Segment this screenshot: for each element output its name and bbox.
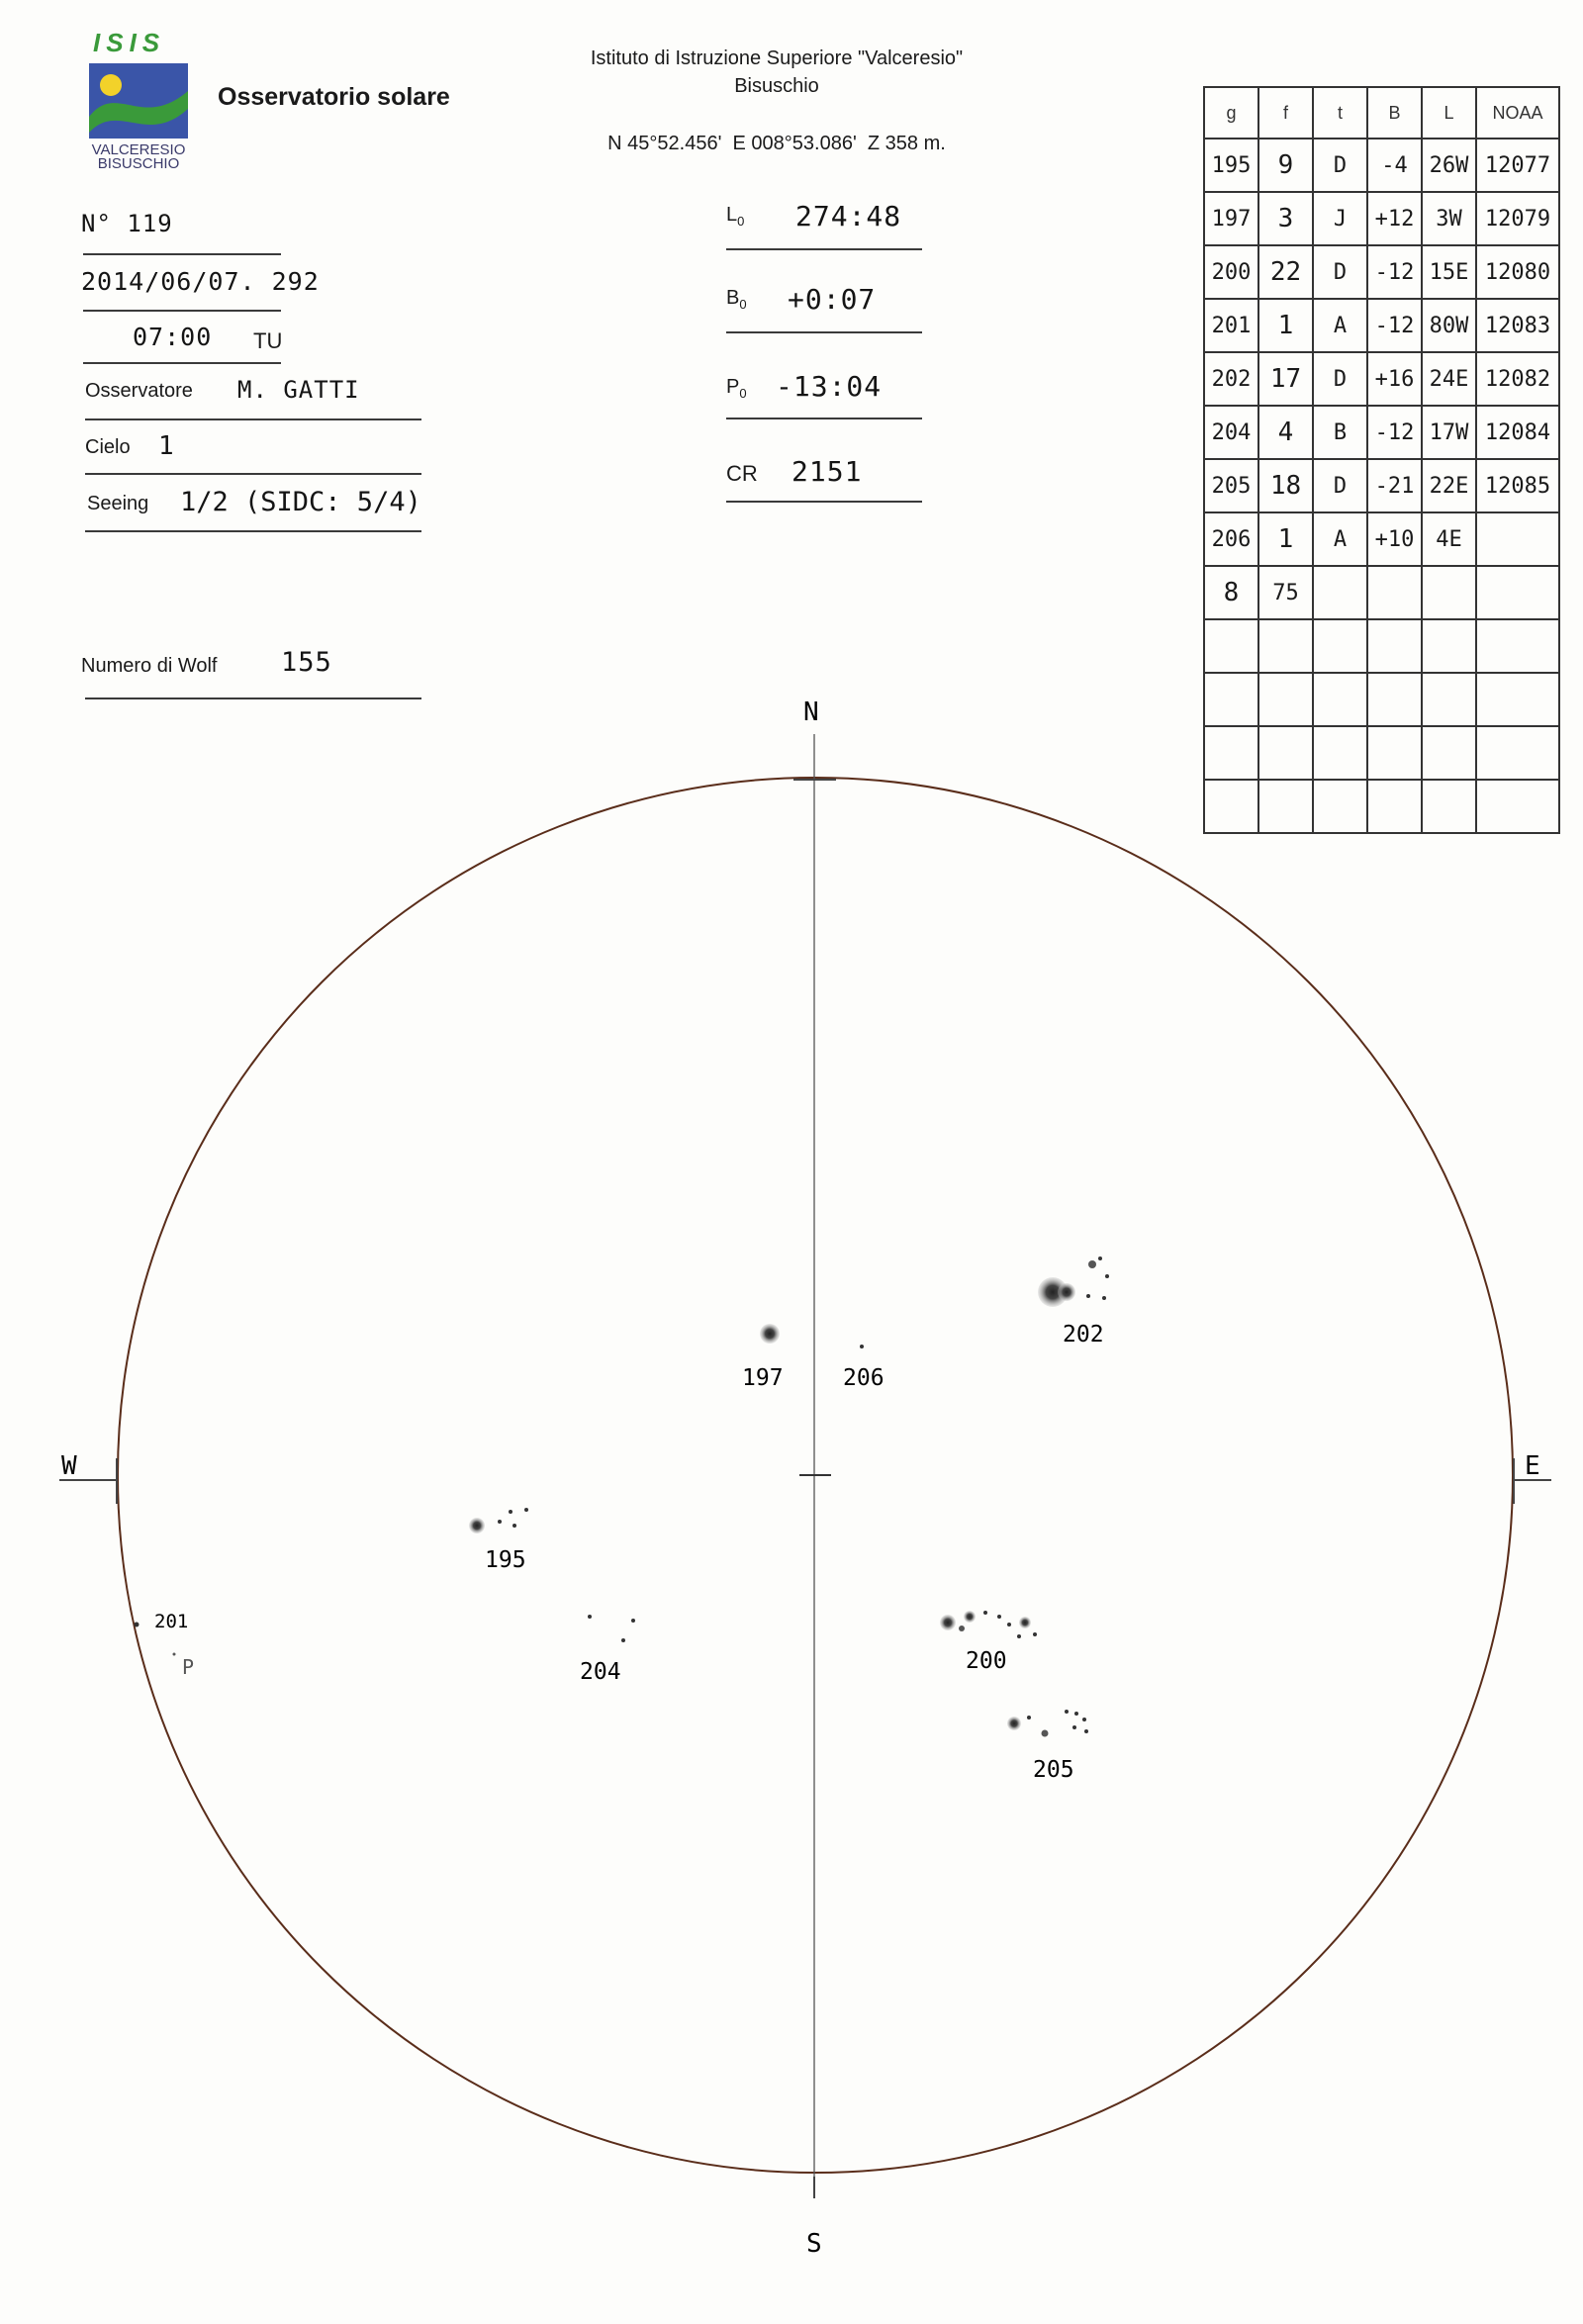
observer-name: M. GATTI	[237, 376, 360, 404]
l0-subscript: 0	[737, 214, 745, 229]
empty-cell	[1313, 619, 1367, 673]
cell-type: J	[1313, 192, 1367, 245]
sunspot	[1105, 1274, 1109, 1278]
group-label-204: 204	[580, 1659, 621, 1685]
sunspot	[1038, 1277, 1068, 1307]
cell-count: 18	[1258, 459, 1313, 512]
cell-noaa	[1476, 512, 1559, 566]
north-label: N	[803, 697, 819, 727]
east-label: E	[1525, 1451, 1540, 1481]
sunspot	[135, 1623, 140, 1627]
l0-label	[726, 204, 744, 229]
empty-cell	[1476, 566, 1559, 619]
cell-latitude: +16	[1367, 352, 1422, 406]
p0-letter: P	[726, 376, 740, 398]
cell-longitude: 26W	[1422, 139, 1476, 192]
sunspot	[1102, 1296, 1106, 1300]
group-label-195: 195	[485, 1547, 526, 1573]
carrington-rotation-label: CR	[726, 461, 758, 486]
sunspot	[983, 1611, 987, 1615]
sunspot	[469, 1518, 485, 1534]
group-label-197: 197	[742, 1365, 784, 1391]
cell-type: D	[1313, 352, 1367, 406]
logo-mark: ISIS	[93, 28, 166, 57]
cell-group: 195	[1204, 139, 1258, 192]
cell-count: 4	[1258, 406, 1313, 459]
table-row	[1204, 459, 1559, 512]
sunspot	[1072, 1725, 1076, 1729]
cell-latitude: -12	[1367, 245, 1422, 299]
cell-group: 200	[1204, 245, 1258, 299]
group-label-206: 206	[843, 1365, 885, 1391]
group-label-201: 201	[154, 1611, 189, 1632]
cell-latitude: -21	[1367, 459, 1422, 512]
empty-cell	[1476, 619, 1559, 673]
group-label-202: 202	[1063, 1322, 1104, 1348]
table-row	[1204, 192, 1559, 245]
empty-cell	[1204, 619, 1258, 673]
sunspot	[1065, 1710, 1069, 1714]
cell-type: D	[1313, 139, 1367, 192]
sunspot	[1098, 1256, 1102, 1260]
sunspot	[1019, 1617, 1031, 1628]
south-label: S	[806, 2229, 822, 2259]
sunspot	[1074, 1712, 1078, 1716]
empty-cell	[1204, 726, 1258, 780]
cell-group: 206	[1204, 512, 1258, 566]
table-row	[1204, 299, 1559, 352]
table-empty-row	[1204, 619, 1559, 673]
sky-label: Cielo	[85, 436, 131, 458]
empty-cell	[1476, 780, 1559, 833]
cell-group: 204	[1204, 406, 1258, 459]
sunspot	[760, 1324, 780, 1344]
wolf-number-label: Numero di Wolf	[81, 655, 218, 677]
empty-cell	[1476, 726, 1559, 780]
institute-town: Bisuschio	[734, 75, 819, 97]
sunspot	[1007, 1717, 1021, 1730]
cell-group: 202	[1204, 352, 1258, 406]
header-b: B	[1367, 87, 1422, 139]
empty-cell	[1258, 726, 1313, 780]
seeing-label: Seeing	[87, 493, 149, 514]
sky-value: 1	[158, 431, 175, 461]
cell-noaa: 12085	[1476, 459, 1559, 512]
table-header-row	[1204, 87, 1559, 139]
sunspot	[1082, 1718, 1086, 1721]
header-l: L	[1422, 87, 1476, 139]
observatory-title: Osservatorio solare	[218, 83, 450, 111]
table-totals-row	[1204, 566, 1559, 619]
carrington-rotation-value: 2151	[792, 455, 863, 488]
cell-longitude: 17W	[1422, 406, 1476, 459]
empty-cell	[1313, 726, 1367, 780]
group-label-200: 200	[966, 1648, 1007, 1674]
sunspot	[1042, 1730, 1049, 1737]
cell-noaa: 12080	[1476, 245, 1559, 299]
observer-label: Osservatore	[85, 380, 193, 402]
header-noaa: NOAA	[1476, 87, 1559, 139]
sunspot	[1027, 1716, 1031, 1720]
cell-latitude: +10	[1367, 512, 1422, 566]
cell-type: B	[1313, 406, 1367, 459]
empty-cell	[1258, 673, 1313, 726]
logo-emblem	[87, 61, 190, 140]
institute-logo	[83, 28, 194, 172]
empty-cell	[1204, 780, 1258, 833]
header-f: f	[1258, 87, 1313, 139]
b0-label	[726, 287, 747, 312]
cell-latitude: -12	[1367, 406, 1422, 459]
sunspot	[621, 1638, 625, 1642]
empty-cell	[1258, 619, 1313, 673]
observation-date: 2014/06/07. 292	[81, 267, 320, 296]
table-row	[1204, 245, 1559, 299]
time-unit: TU	[253, 328, 283, 353]
sunspot	[173, 1653, 176, 1656]
sunspot	[1058, 1283, 1075, 1301]
p0-value: -13:04	[776, 370, 883, 403]
b0-subscript: 0	[739, 297, 747, 312]
empty-cell	[1367, 673, 1422, 726]
sunspot	[1086, 1294, 1090, 1298]
empty-cell	[1422, 780, 1476, 833]
p0-subscript: 0	[739, 386, 747, 401]
cell-noaa: 12082	[1476, 352, 1559, 406]
cell-noaa: 12083	[1476, 299, 1559, 352]
empty-cell	[1422, 619, 1476, 673]
sunspot	[524, 1508, 528, 1512]
logo-line1: VALCERESIO	[91, 141, 186, 158]
header-t: t	[1313, 87, 1367, 139]
table-row	[1204, 352, 1559, 406]
cell-longitude: 24E	[1422, 352, 1476, 406]
total-groups: 8	[1204, 566, 1258, 619]
cell-latitude: -12	[1367, 299, 1422, 352]
empty-cell	[1367, 726, 1422, 780]
table-empty-row	[1204, 673, 1559, 726]
cell-count: 22	[1258, 245, 1313, 299]
empty-cell	[1422, 566, 1476, 619]
b0-letter: B	[726, 287, 740, 309]
l0-letter: L	[726, 204, 738, 226]
cell-longitude: 3W	[1422, 192, 1476, 245]
empty-cell	[1258, 780, 1313, 833]
wolf-number-value: 155	[281, 647, 332, 678]
sunspot	[1033, 1632, 1037, 1636]
total-spots: 75	[1258, 566, 1313, 619]
empty-cell	[1367, 566, 1422, 619]
table-empty-row	[1204, 780, 1559, 833]
table-row	[1204, 139, 1559, 192]
cell-longitude: 80W	[1422, 299, 1476, 352]
empty-cell	[1204, 673, 1258, 726]
sunspot-groups-table	[1203, 86, 1560, 834]
sunspot	[1017, 1634, 1021, 1638]
empty-cell	[1313, 673, 1367, 726]
p0-label	[726, 376, 747, 401]
west-label: W	[61, 1451, 77, 1481]
sunspot	[509, 1510, 512, 1514]
cell-count: 1	[1258, 299, 1313, 352]
cell-latitude: +12	[1367, 192, 1422, 245]
seeing-value: 1/2 (SIDC: 5/4)	[180, 487, 421, 517]
observation-time: 07:00	[133, 323, 213, 351]
cell-group: 197	[1204, 192, 1258, 245]
sunspot	[940, 1615, 956, 1630]
cell-type: D	[1313, 459, 1367, 512]
cell-count: 1	[1258, 512, 1313, 566]
cell-noaa: 12084	[1476, 406, 1559, 459]
cell-longitude: 15E	[1422, 245, 1476, 299]
solar-disk-outline	[118, 778, 1513, 2173]
sunspot	[959, 1626, 965, 1631]
empty-cell	[1313, 566, 1367, 619]
cell-latitude: -4	[1367, 139, 1422, 192]
institute-name: Istituto di Istruzione Superiore "Valceresio"	[590, 47, 964, 69]
group-label-205: 205	[1033, 1757, 1074, 1783]
empty-cell	[1367, 780, 1422, 833]
cell-noaa: 12077	[1476, 139, 1559, 192]
sunspot	[498, 1520, 502, 1524]
l0-value: 274:48	[795, 200, 902, 232]
b0-value: +0:07	[788, 283, 877, 316]
cell-group: 201	[1204, 299, 1258, 352]
cell-type: A	[1313, 299, 1367, 352]
cell-type: A	[1313, 512, 1367, 566]
sunspot	[588, 1615, 592, 1619]
cell-longitude: 4E	[1422, 512, 1476, 566]
table-empty-row	[1204, 726, 1559, 780]
empty-cell	[1422, 673, 1476, 726]
sunspot	[512, 1524, 516, 1528]
empty-cell	[1422, 726, 1476, 780]
header-g: g	[1204, 87, 1258, 139]
sunspot	[1007, 1623, 1011, 1627]
site-coordinates: N 45°52.456' E 008°53.086' Z 358 m.	[607, 133, 946, 154]
sunspot	[964, 1611, 976, 1623]
cell-group: 205	[1204, 459, 1258, 512]
cell-count: 9	[1258, 139, 1313, 192]
sunspot	[1084, 1729, 1088, 1733]
cell-type: D	[1313, 245, 1367, 299]
cell-noaa: 12079	[1476, 192, 1559, 245]
logo-line2: BISUSCHIO	[97, 155, 180, 172]
sunspot	[631, 1619, 635, 1623]
table-row	[1204, 406, 1559, 459]
cell-longitude: 22E	[1422, 459, 1476, 512]
p-label: P	[182, 1655, 195, 1679]
sunspot	[1088, 1260, 1096, 1268]
cell-count: 3	[1258, 192, 1313, 245]
sunspot	[997, 1615, 1001, 1619]
empty-cell	[1313, 780, 1367, 833]
empty-cell	[1367, 619, 1422, 673]
cell-count: 17	[1258, 352, 1313, 406]
sunspot	[860, 1345, 864, 1348]
table-row	[1204, 512, 1559, 566]
drawing-number: N° 119	[81, 210, 173, 237]
empty-cell	[1476, 673, 1559, 726]
